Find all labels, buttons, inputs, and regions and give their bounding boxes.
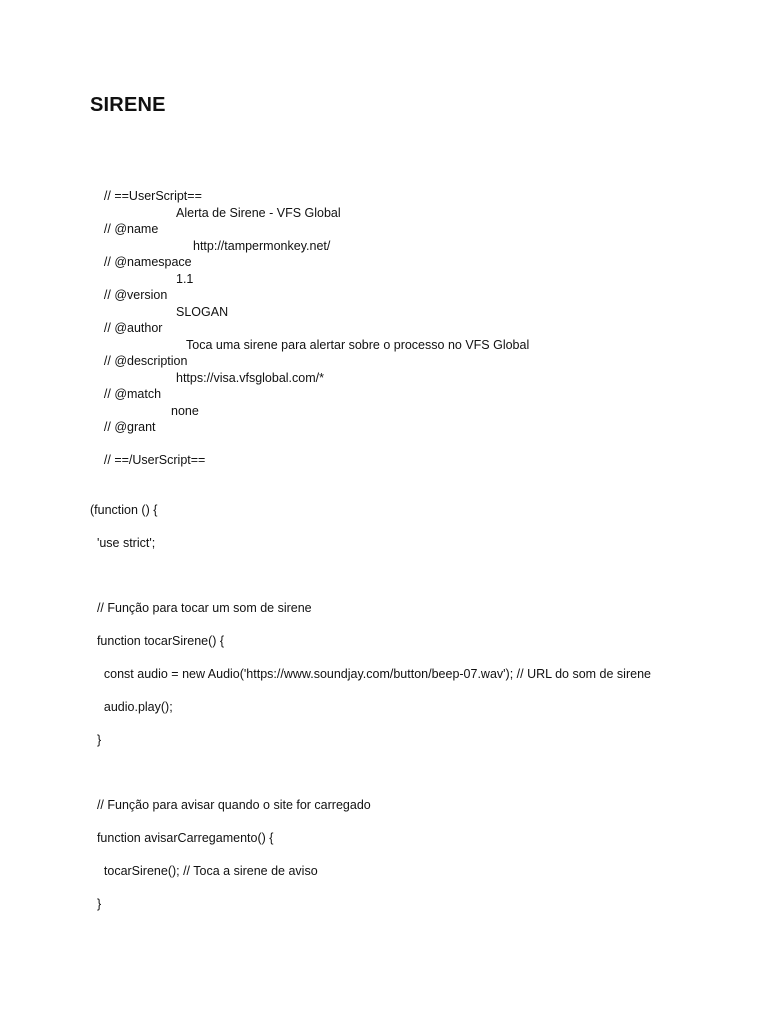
header-key: // @author — [103, 321, 163, 335]
header-value: none — [171, 404, 199, 418]
code-line: tocarSirene(); // Toca a sirene de aviso — [90, 864, 318, 878]
header-value: http://tampermonkey.net/ — [193, 239, 331, 253]
header-key: // @grant — [103, 420, 156, 434]
header-value: SLOGAN — [176, 305, 229, 319]
header-value: 1.1 — [176, 272, 194, 286]
code-line: } — [90, 897, 102, 911]
header-key: // ==UserScript== — [103, 189, 202, 203]
code-line: 'use strict'; — [90, 536, 156, 550]
header-key: // @version — [103, 288, 168, 302]
header-key: // @match — [103, 387, 162, 401]
code-line: audio.play(); — [90, 700, 173, 714]
header-value: Toca uma sirene para alertar sobre o processo no VFS Global — [186, 338, 530, 352]
header-value: Alerta de Sirene - VFS Global — [176, 206, 341, 220]
header-key: // @namespace — [103, 255, 192, 269]
code-line: // Função para avisar quando o site for carregado — [90, 798, 371, 812]
code-line: function tocarSirene() { — [90, 634, 225, 648]
header-line — [90, 436, 205, 484]
code-line: function avisarCarregamento() { — [90, 831, 274, 845]
document-title: SIRENE — [90, 94, 166, 116]
header-key: // @description — [103, 354, 188, 368]
header-key: // @name — [103, 222, 159, 236]
code-line: const audio = new Audio('https://www.soundjay.com/button/beep-07.wav'); // URL do som de sirene — [90, 667, 651, 681]
code-line: } — [90, 733, 102, 747]
header-value: https://visa.vfsglobal.com/* — [176, 371, 324, 385]
code-line: (function () { — [90, 503, 158, 517]
code-line: // Função para tocar um som de sirene — [90, 601, 312, 615]
header-key: // ==/UserScript== — [103, 453, 206, 467]
